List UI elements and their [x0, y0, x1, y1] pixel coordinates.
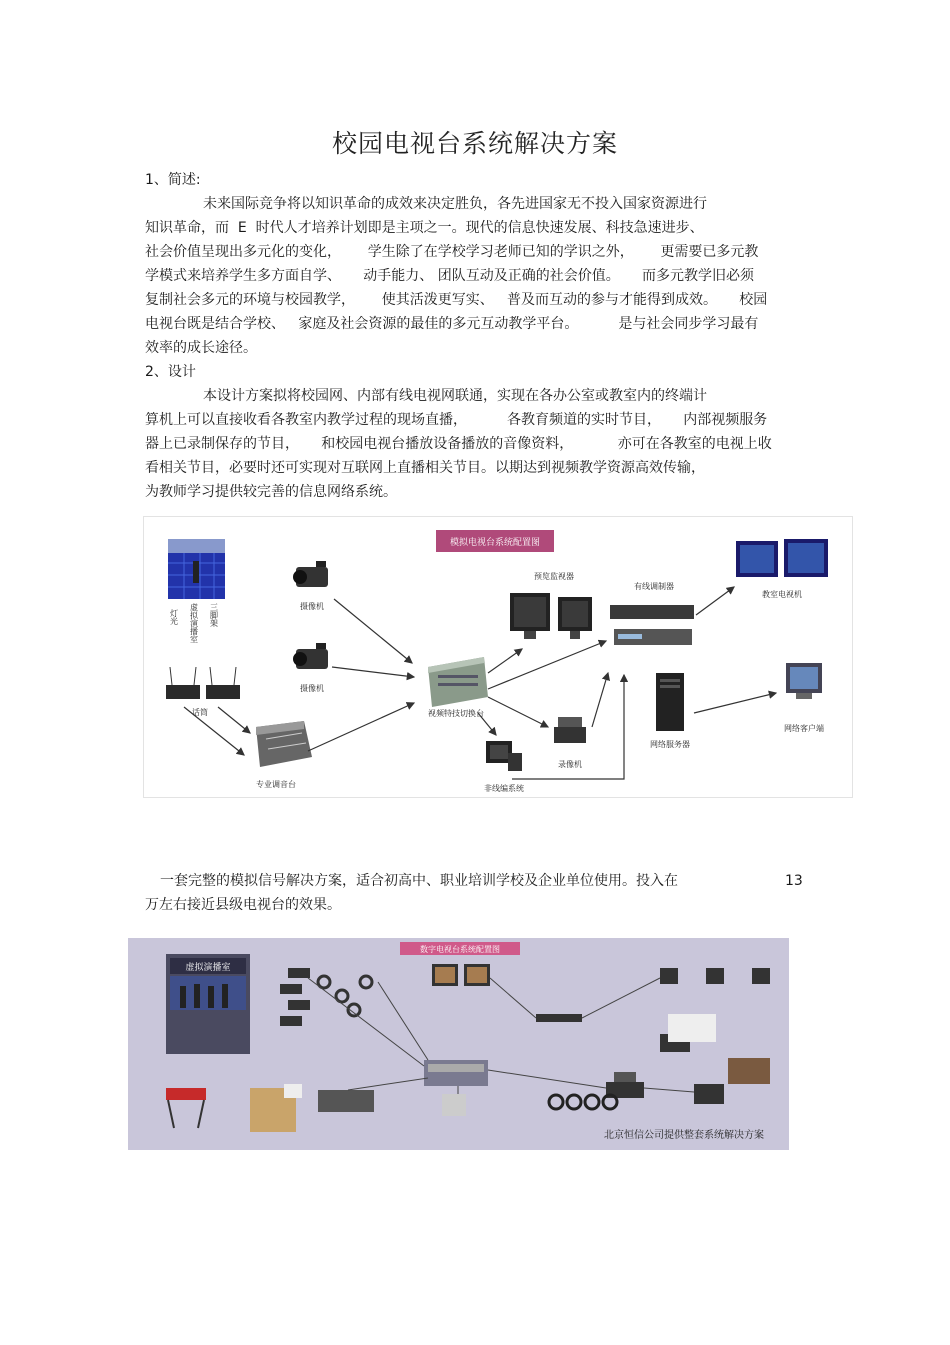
video-switcher-icon	[428, 657, 488, 707]
camera-icon	[293, 561, 328, 587]
section2-line: 器上已录制保存的节目， 和校园电视台播放设备播放的音像资料， 亦可在各教室的电视上收	[145, 436, 772, 452]
device-icons	[536, 968, 770, 1104]
analog-summary-line: 一套完整的模拟信号解决方案，适合初高中、职业培训学校及企业单位使用。投入在	[160, 873, 678, 889]
mixer-label: 专业调音台	[256, 780, 296, 789]
lights-label: 灯光	[169, 609, 179, 625]
audio-mixer-icon	[256, 721, 312, 767]
switcher-label: 视频特技切换台	[428, 709, 484, 718]
camera1-label: 摄像机	[300, 602, 324, 611]
analog-summary-line: 万左右接近县级电视台的效果。	[145, 897, 341, 913]
server-label: 网络服务器	[650, 740, 690, 749]
studio-title: 虚拟演播室	[185, 963, 231, 973]
modulator-icon	[610, 605, 694, 645]
video-switcher-icon	[424, 1060, 488, 1086]
section1-line: 复制社会多元的环境与校园教学， 使其活泼更写实、 普及而互动的参与才能得到成效。 校园	[145, 292, 768, 308]
editing-workstation-icon	[486, 741, 522, 771]
desk-icon	[250, 1084, 302, 1132]
computer-icon	[442, 1094, 466, 1116]
section1-line: 社会价值呈现出多元化的变化， 学生除了在学校学习老师已知的学识之外， 更需要已多元教	[145, 244, 759, 260]
tape-reels	[318, 976, 372, 1016]
section1-line: 学模式来培养学生多方面自学、 动手能力、 团队互动及正确的社会价值。 而多元教学旧必须	[145, 268, 754, 284]
director-chair-icon	[166, 1088, 206, 1128]
nle-label: 非线编系统	[484, 784, 524, 793]
diagram-title: 模拟电视台系统配置图	[449, 538, 541, 548]
diagram2-footer: 北京恒信公司提供整套系统解决方案	[604, 1130, 764, 1141]
microphone-receiver-icon	[166, 667, 240, 699]
section1-line: 电视台既是结合学校、 家庭及社会资源的最佳的多元互动教学平台。 是与社会同步学习最有	[145, 316, 759, 332]
section2-line: 本设计方案拟将校园网、内部有线电视网联通，实现在各办公室或教室内的终端计	[203, 388, 707, 404]
vcr-icon	[554, 717, 586, 743]
digital-system-diagram	[128, 938, 789, 1150]
section2-heading: 2、设计	[145, 364, 196, 380]
section1-line: 效率的成长途径。	[145, 340, 257, 356]
monitor-icon	[510, 593, 592, 639]
classroom-tv-label: 教室电视机	[762, 590, 802, 599]
server-icon	[656, 673, 684, 731]
analog-system-diagram	[143, 516, 853, 798]
studio-label: 虚拟演播室	[189, 603, 199, 643]
studio-image	[168, 539, 225, 599]
monitor-icon	[432, 964, 490, 986]
audio-mixer-icon	[318, 1090, 374, 1112]
camera-icon	[280, 968, 310, 1026]
modulator-label: 有线调制器	[634, 582, 674, 591]
television-icon	[736, 539, 828, 577]
client-label: 网络客户端	[784, 724, 824, 733]
camera-icon	[293, 643, 328, 669]
monitor-label: 预览监视器	[534, 572, 574, 581]
investment-amount: 13	[785, 873, 803, 889]
section1-line: 知识革命，而 E 时代人才培养计划即是主项之一。现代的信息快速发展、科技急速进步、	[145, 220, 704, 236]
client-computer-icon	[786, 663, 822, 699]
section1-heading: 1、简述:	[145, 172, 201, 188]
signal-lines	[308, 978, 694, 1094]
section2-line: 看相关节目，必要时还可实现对互联网上直播相关节目。以期达到视频教学资源高效传输，	[145, 460, 705, 476]
mic-label: 话筒	[192, 708, 208, 717]
camera2-label: 摄像机	[300, 684, 324, 693]
section2-line: 算机上可以直接收看各教室内教学过程的现场直播， 各教育频道的实时节目， 内部视频服务	[145, 412, 768, 428]
recorder-label: 录像机	[558, 760, 582, 769]
page-title: 校园电视台系统解决方案	[331, 129, 618, 158]
section2-line: 为教师学习提供较完善的信息网络系统。	[145, 484, 397, 500]
diagram2-title: 数字电视台系统配置图	[420, 945, 500, 954]
section1-line: 未来国际竞争将以知识革命的成效来决定胜负，各先进国家无不投入国家资源进行	[203, 196, 707, 212]
disk-array	[549, 1095, 617, 1109]
tripod-label: 三脚架	[209, 603, 219, 627]
